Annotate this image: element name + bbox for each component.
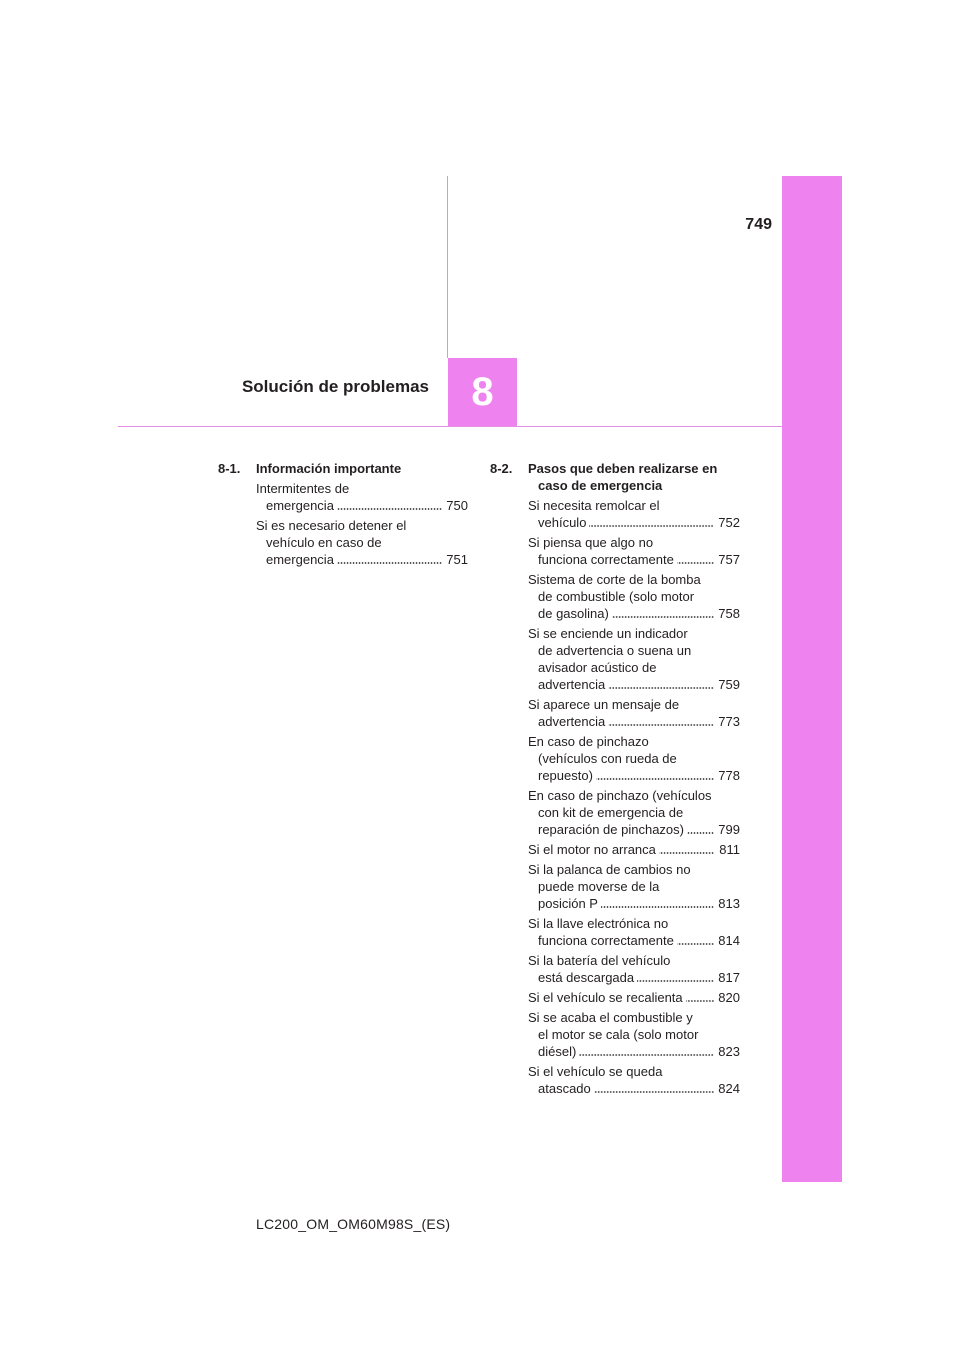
- toc-entry-line: Si el vehículo se recalienta: [528, 990, 683, 1005]
- toc-entry-line: emergencia: [266, 498, 334, 513]
- toc-entry-line: Si se acaba el combustible y: [528, 1010, 693, 1025]
- toc-entry-line: posición P: [538, 896, 598, 911]
- dot-leader: [686, 1000, 714, 1002]
- toc-entry-text: [528, 625, 740, 693]
- toc-entry-page: 824: [718, 1081, 740, 1096]
- toc-entry-line: reparación de pinchazos): [538, 822, 684, 837]
- toc-entry[interactable]: [528, 1009, 740, 1060]
- toc-entry-line: Sistema de corte de la bomba: [528, 572, 701, 587]
- toc-column-1: [218, 460, 468, 571]
- toc-entry-page: 757: [718, 552, 740, 567]
- toc-entry-line: diésel): [538, 1044, 577, 1059]
- toc-entry-text: [256, 517, 468, 568]
- toc-entry-text: [528, 989, 740, 1006]
- toc-entry[interactable]: [528, 915, 740, 949]
- toc-entry-line: Si necesita remolcar el: [528, 498, 660, 513]
- toc-entry[interactable]: [528, 989, 740, 1006]
- toc-entry[interactable]: [528, 696, 740, 730]
- toc-entry-line: (vehículos con rueda de: [538, 751, 677, 766]
- toc-entry[interactable]: [528, 861, 740, 912]
- toc-entry-line: vehículo en caso de: [266, 535, 382, 550]
- section-heading: [490, 460, 740, 494]
- toc-entry[interactable]: [528, 841, 740, 858]
- toc-entry[interactable]: [528, 733, 740, 784]
- dot-leader: [677, 562, 714, 564]
- toc-entry-line: Si la batería del vehículo: [528, 953, 671, 968]
- dot-leader: [337, 562, 442, 564]
- toc-entry-text: [528, 1009, 740, 1060]
- toc-entry-line: Si el motor no arranca: [528, 842, 656, 857]
- toc-entry-line: Si piensa que algo no: [528, 535, 654, 550]
- section-title: Información importante: [256, 461, 402, 476]
- toc-entry-line: Si la palanca de cambios no: [528, 862, 691, 877]
- dot-leader: [594, 1091, 714, 1093]
- chapter-title: Solución de problemas: [241, 377, 429, 396]
- toc-entry-line: advertencia: [538, 677, 606, 692]
- toc-entry-line: Si el vehículo se queda: [528, 1064, 663, 1079]
- toc-entry-line: Si la llave electrónica no: [528, 916, 669, 931]
- toc-entry-line: el motor se cala (solo motor: [538, 1027, 699, 1042]
- page-number: 749: [745, 216, 772, 233]
- toc-entry-page: 778: [718, 768, 740, 783]
- dot-leader: [659, 852, 714, 854]
- toc-entry-line: Si aparece un mensaje de: [528, 697, 680, 712]
- toc-entry-text: [528, 861, 740, 912]
- toc-entry-text: [528, 787, 740, 838]
- dot-leader: [637, 980, 714, 982]
- dot-leader: [687, 832, 714, 834]
- toc-column-2: [490, 460, 740, 1100]
- toc-entry-line: Si es necesario detener el: [256, 518, 407, 533]
- toc-entry[interactable]: [528, 1063, 740, 1097]
- chapter-number: 8: [471, 369, 494, 414]
- toc-entry-text: [528, 733, 740, 784]
- toc-entry-page: 823: [718, 1044, 740, 1059]
- toc-entry-line: está descargada: [538, 970, 635, 985]
- header-horizontal-rule: [118, 426, 782, 427]
- toc-entry-line: Si se enciende un indicador: [528, 626, 688, 641]
- toc-entry-line: con kit de emergencia de: [538, 805, 684, 820]
- toc-entry-line: advertencia: [538, 714, 606, 729]
- toc-entry-page: 752: [718, 515, 740, 530]
- dot-leader: [579, 1054, 714, 1056]
- toc-entry-line: En caso de pinchazo (vehículos: [528, 788, 712, 803]
- chapter-side-tab: [782, 176, 842, 1182]
- toc-entry[interactable]: [528, 497, 740, 531]
- toc-entry[interactable]: [256, 517, 468, 568]
- toc-entry-page: 751: [446, 552, 468, 567]
- toc-entry-text: [528, 841, 740, 858]
- toc-entry-text: [528, 571, 740, 622]
- toc-entry-page: 817: [718, 970, 740, 985]
- toc-entry-line: funciona correctamente: [538, 933, 674, 948]
- toc-entry-page: 799: [718, 822, 740, 837]
- toc-entry-line: funciona correctamente: [538, 552, 674, 567]
- toc-entry-page: 814: [718, 933, 740, 948]
- toc-entry-line: de gasolina): [538, 606, 609, 621]
- chapter-number-box: [448, 358, 517, 426]
- toc-entry-page: 773: [718, 714, 740, 729]
- header-vertical-rule: [447, 176, 448, 358]
- document-code: LC200_OM_OM60M98S_(ES): [256, 1216, 451, 1232]
- dot-leader: [612, 616, 714, 618]
- toc-entry-line: repuesto): [538, 768, 593, 783]
- toc-entry-line: emergencia: [266, 552, 334, 567]
- toc-entry-line: En caso de pinchazo: [528, 734, 649, 749]
- section-heading: [218, 460, 468, 477]
- section-title: Pasos que deben realizarse en caso de emergencia: [528, 461, 718, 493]
- dot-leader: [677, 943, 714, 945]
- dot-leader: [589, 525, 714, 527]
- toc-entry-page: 813: [718, 896, 740, 911]
- toc-entry[interactable]: [528, 625, 740, 693]
- toc-entry[interactable]: [528, 571, 740, 622]
- dot-leader: [337, 508, 442, 510]
- toc-entry-line: puede moverse de la: [538, 879, 660, 894]
- toc-entry-line: Intermitentes de: [256, 481, 350, 496]
- toc-entry-list: [218, 480, 468, 568]
- section-number: 8-2.: [490, 461, 513, 476]
- toc-entry[interactable]: [256, 480, 468, 514]
- dot-leader: [608, 687, 714, 689]
- toc-entry[interactable]: [528, 787, 740, 838]
- toc-entry-line: avisador acústico de: [538, 660, 657, 675]
- toc-entry-page: 750: [446, 498, 468, 513]
- toc-entry-page: 759: [718, 677, 740, 692]
- toc-entry-page: 758: [718, 606, 740, 621]
- toc-entry-line: atascado: [538, 1081, 591, 1096]
- toc-entry-page: 820: [718, 990, 740, 1005]
- dot-leader: [601, 906, 714, 908]
- section-number: 8-1.: [218, 461, 241, 476]
- toc-entry-line: vehículo: [538, 515, 587, 530]
- toc-entry-line: de advertencia o suena un: [538, 643, 692, 658]
- toc-entry-page: 811: [719, 842, 740, 857]
- toc-entry-line: de combustible (solo motor: [538, 589, 695, 604]
- dot-leader: [596, 778, 714, 780]
- toc-entry[interactable]: [528, 952, 740, 986]
- toc-entry-list: [490, 497, 740, 1097]
- toc-entry[interactable]: [528, 534, 740, 568]
- dot-leader: [608, 724, 714, 726]
